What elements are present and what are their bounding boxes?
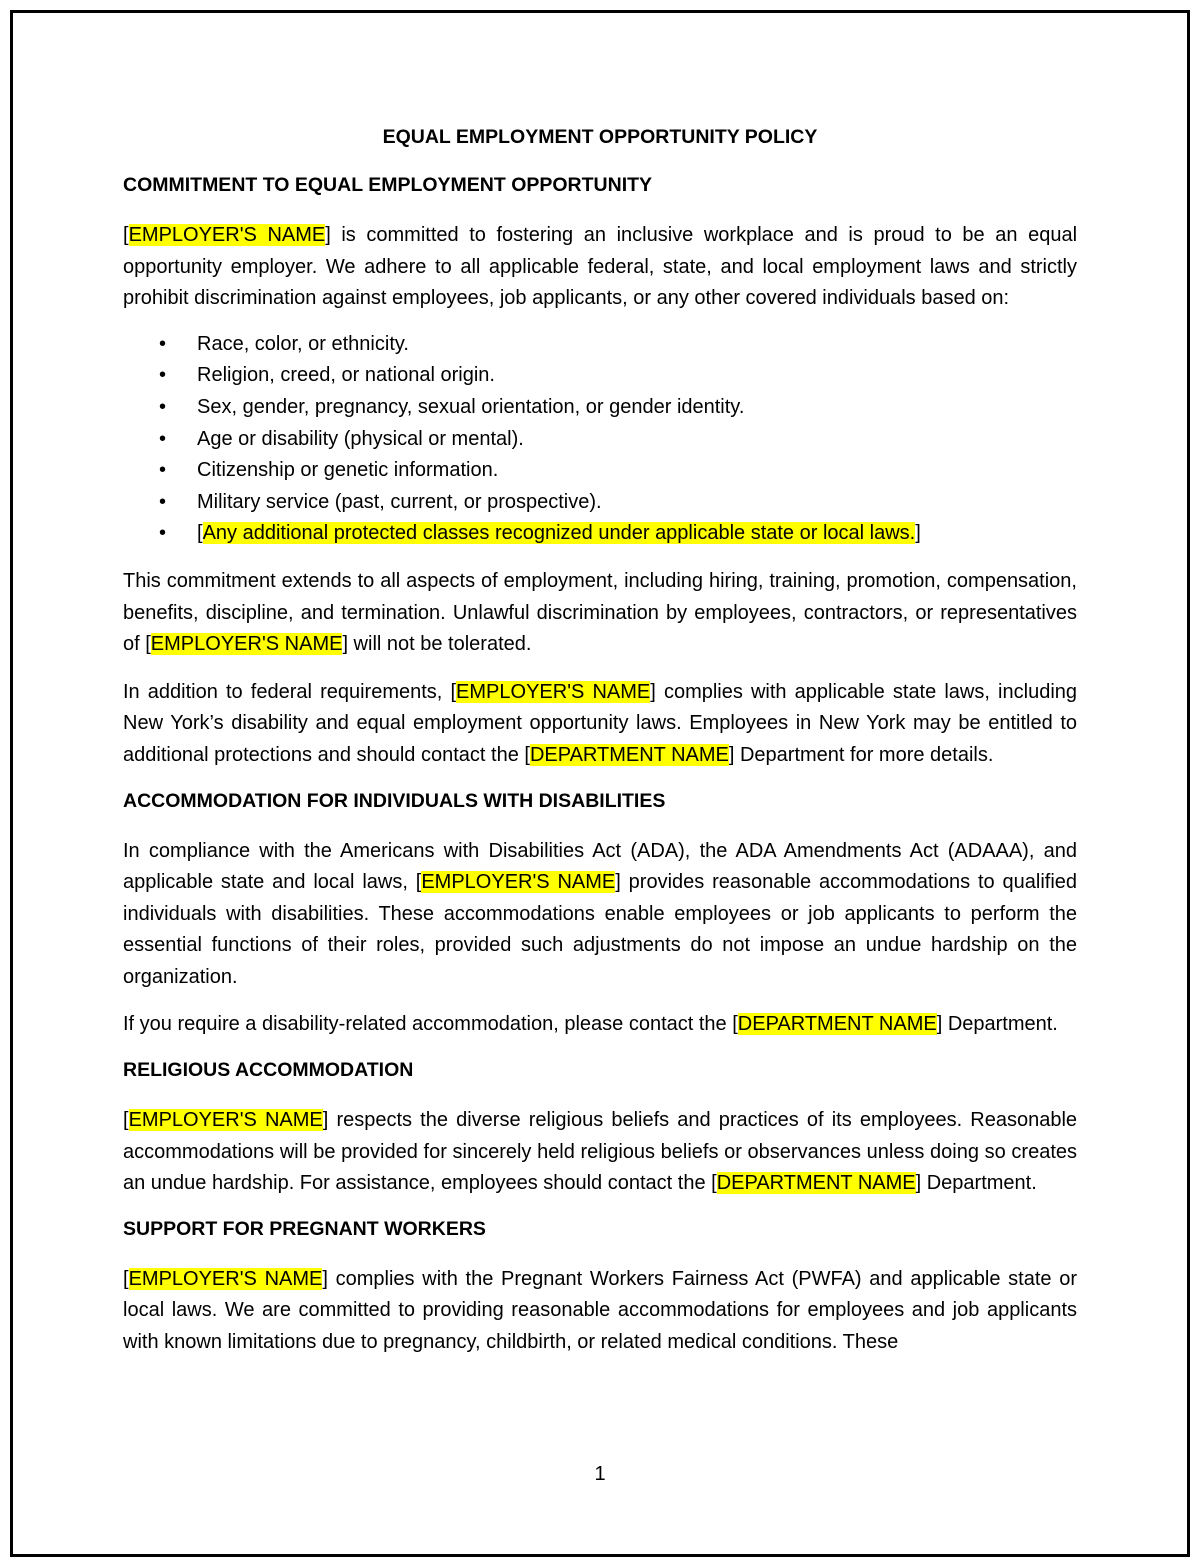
religious-paragraph-1 [123,1105,1077,1200]
list-item [123,487,1077,519]
page-number: 1 [594,1463,606,1485]
bracket-open: [ [123,1109,129,1132]
list-item [123,360,1077,392]
paragraph-text: ] Department. [915,1172,1037,1195]
bullet-icon: • [159,332,167,355]
document-body [123,124,1077,1375]
bracket-open: [ [123,1267,129,1290]
bullet-icon: • [159,522,167,545]
section-heading-religious: RELIGIOUS ACCOMMODATION [123,1059,414,1082]
bracket-close: ] [915,522,921,545]
department-name-placeholder: DEPARTMENT NAME [716,1172,916,1195]
employer-name-placeholder: EMPLOYER'S NAME [128,224,326,246]
paragraph-text: ] Department. [936,1013,1058,1036]
bullet-icon: • [159,459,167,482]
paragraph-text: ] respects the diverse religious beliefs and practices of its employees. Reasonable accommodations will be provided for sincerely held religious beliefs or observances unless doing so creates an undue hardship. For assistance, employees should contact the [ [123,1109,1078,1195]
disabilities-paragraph-2 [123,1009,1077,1041]
commitment-paragraph-1 [123,220,1077,315]
paragraph-text: ] Department for more details. [728,743,994,766]
additional-classes-placeholder: Any additional protected classes recognized under applicable state or local laws. [202,522,916,545]
department-name-placeholder: DEPARTMENT NAME [529,743,729,766]
protected-classes-list [123,329,1077,550]
pregnant-workers-paragraph-1 [123,1264,1077,1359]
paragraph-text: ] will not be tolerated. [342,633,532,656]
list-item [123,518,1077,550]
disabilities-paragraph-1 [123,836,1077,994]
bracket-open: [ [197,522,203,545]
bullet-icon: • [159,490,167,513]
bullet-icon: • [159,427,167,450]
list-item [123,424,1077,456]
list-item-text: Citizenship or genetic information. [197,459,499,482]
paragraph-text: In addition to federal requirements, [ [123,680,457,703]
section-heading-commitment: COMMITMENT TO EQUAL EMPLOYMENT OPPORTUNITY [123,174,653,196]
paragraph-text: ] is committed to fostering an inclusive workplace and is proud to be an equal opportunity employer. We adhere to all applicable federal, state, and local employment laws and strictly prohibit discrimination against employees, job applicants, or any other covered individuals based on: [123,224,1078,310]
paragraph-text: ] provides reasonable accommodations to qualified individuals with disabilities. These accommodations enable employees or job applicants to perform the essential functions of their roles, provided such adjustments do not impose an undue hardship on the organization. [123,871,1078,988]
employer-name-placeholder: EMPLOYER'S NAME [128,1109,323,1132]
paragraph-text: ] complies with the Pregnant Workers Fairness Act (PWFA) and applicable state or local laws. We are committed to providing reasonable accommodations for employees and job applicants with known limitations due to pregnancy, childbirth, or related medical conditions. These [123,1267,1078,1354]
document-title: EQUAL EMPLOYMENT OPPORTUNITY POLICY [382,126,818,148]
paragraph-text: This commitment extends to all aspects of employment, including hiring, training, promotion, compensation, benefits, discipline, and termination. Unlawful discrimination by employees, contractors, or representatives of [ [123,569,1077,656]
list-item-text: Religion, creed, or national origin. [197,364,495,387]
employer-name-placeholder: EMPLOYER'S NAME [150,633,343,656]
commitment-paragraph-2 [123,566,1077,661]
list-item-text: Race, color, or ethnicity. [197,332,409,355]
list-item [123,329,1077,361]
bullet-icon: • [159,364,167,387]
bracket-open: [ [123,224,129,246]
paragraph-text: In compliance with the Americans with Disabilities Act (ADA), the ADA Amendments Act (ADAAA), and applicable state and local laws, [ [123,839,1077,894]
paragraph-text: If you require a disability-related accommodation, please contact the [ [123,1013,738,1036]
commitment-paragraph-3 [123,677,1077,772]
bullet-icon: • [159,395,167,418]
department-name-placeholder: DEPARTMENT NAME [737,1013,937,1036]
list-item-text: Age or disability (physical or mental). [197,427,524,450]
section-heading-disabilities: ACCOMMODATION FOR INDIVIDUALS WITH DISABILITIES [123,789,666,812]
paragraph-text: ] complies with applicable state laws, including New York’s disability and equal employment opportunity laws. Employees in New York may be entitled to additional protections and should contact the [ [123,680,1078,766]
employer-name-placeholder: EMPLOYER'S NAME [421,871,616,894]
employer-name-placeholder: EMPLOYER'S NAME [128,1267,323,1290]
employer-name-placeholder: EMPLOYER'S NAME [456,680,651,703]
list-item [123,455,1077,487]
section-heading-pregnant-workers: SUPPORT FOR PREGNANT WORKERS [123,1217,486,1240]
list-item-text: Military service (past, current, or prospective). [197,490,602,513]
list-item [123,392,1077,424]
list-item-text: Sex, gender, pregnancy, sexual orientation, or gender identity. [197,395,745,418]
